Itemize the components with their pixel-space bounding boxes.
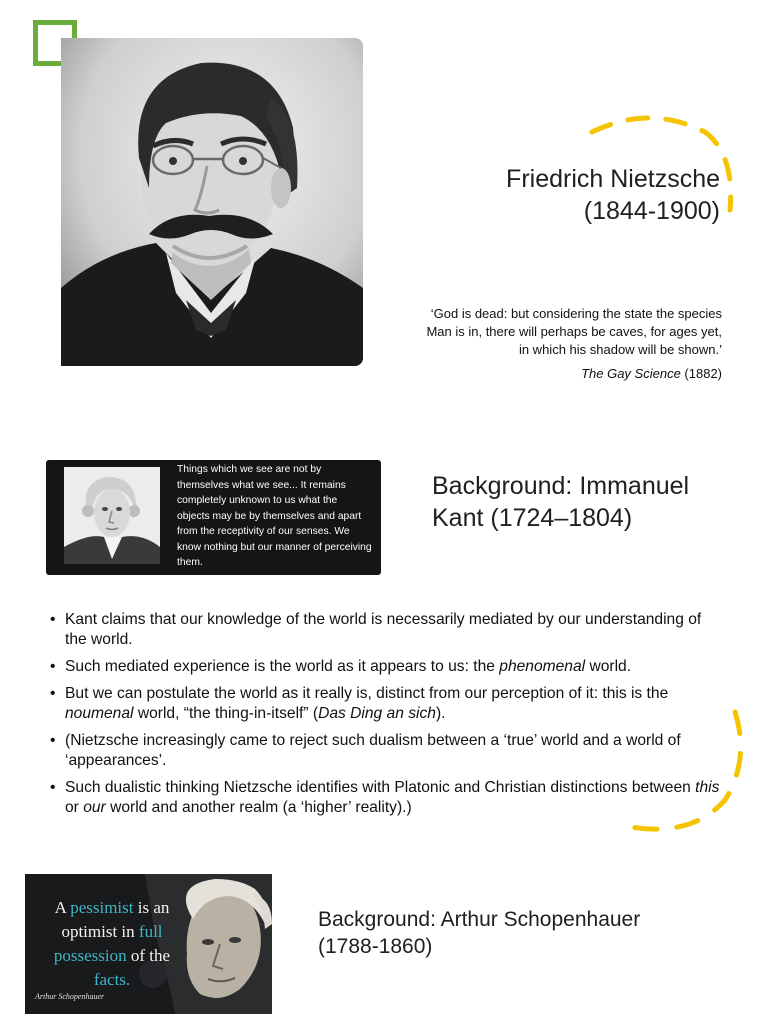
nietzsche-portrait	[61, 38, 363, 366]
bullet-item: • Such mediated experience is the world as it appears to us: the phenomenal world.	[50, 657, 720, 677]
bullet-item: • Such dualistic thinking Nietzsche identifies with Platonic and Christian distinctions between this or our world and another realm (a ‘higher’ reality).)	[50, 778, 720, 818]
quote-line: in which his shadow will be shown.’	[518, 342, 722, 357]
nietzsche-quote	[382, 305, 722, 359]
source-year: (1882)	[684, 366, 722, 381]
quote-source	[581, 366, 722, 381]
schopenhauer-heading	[318, 906, 698, 960]
kant-heading-line: Background: Immanuel	[432, 472, 690, 500]
quote-line: ‘God is dead: but considering the state the species	[430, 306, 722, 321]
source-title: The Gay Science	[581, 366, 681, 381]
kant-quote-banner	[46, 460, 381, 575]
schopenhauer-signature: Arthur Schopenhauer	[35, 992, 105, 1001]
kant-heading-line: Kant (1724–1804)	[432, 504, 633, 532]
bullet-item: • But we can postulate the world as it really is, distinct from our perception of it: this is the noumenal world, “the thing-in-itself” (Das Ding an sich).	[50, 684, 720, 724]
schopenhauer-heading-line: Background: Arthur Schopenhauer	[318, 908, 641, 931]
nietzsche-name: Friedrich Nietzsche	[506, 165, 720, 193]
bullet-item: • (Nietzsche increasingly came to reject such dualism between a ‘true’ world and a world of ‘appearances’.	[50, 731, 720, 771]
kant-portrait	[64, 467, 160, 564]
nietzsche-heading	[506, 163, 720, 227]
kant-quote-text: Things which we see are not by themselves what we see... It remains completely unknown to us what the objects may be by themselves and apart from the receptivity of our senses. We know nothing but our manner of perceiving them.	[177, 464, 372, 568]
bullet-item: • Kant claims that our knowledge of the world is necessarily mediated by our understanding of the world.	[50, 610, 720, 650]
schopenhauer-heading-line: (1788-1860)	[318, 935, 433, 958]
yellow-dashed-arc-decoration	[600, 700, 750, 845]
schopenhauer-quote-banner	[25, 874, 272, 1014]
quote-line: Man is in, there will perhaps be caves, for ages yet,	[426, 324, 722, 339]
kant-heading	[432, 470, 732, 534]
nietzsche-dates: (1844-1900)	[583, 197, 720, 225]
schopenhauer-quote-text: A pessimist is an optimist in full possession of the facts.	[53, 898, 171, 989]
